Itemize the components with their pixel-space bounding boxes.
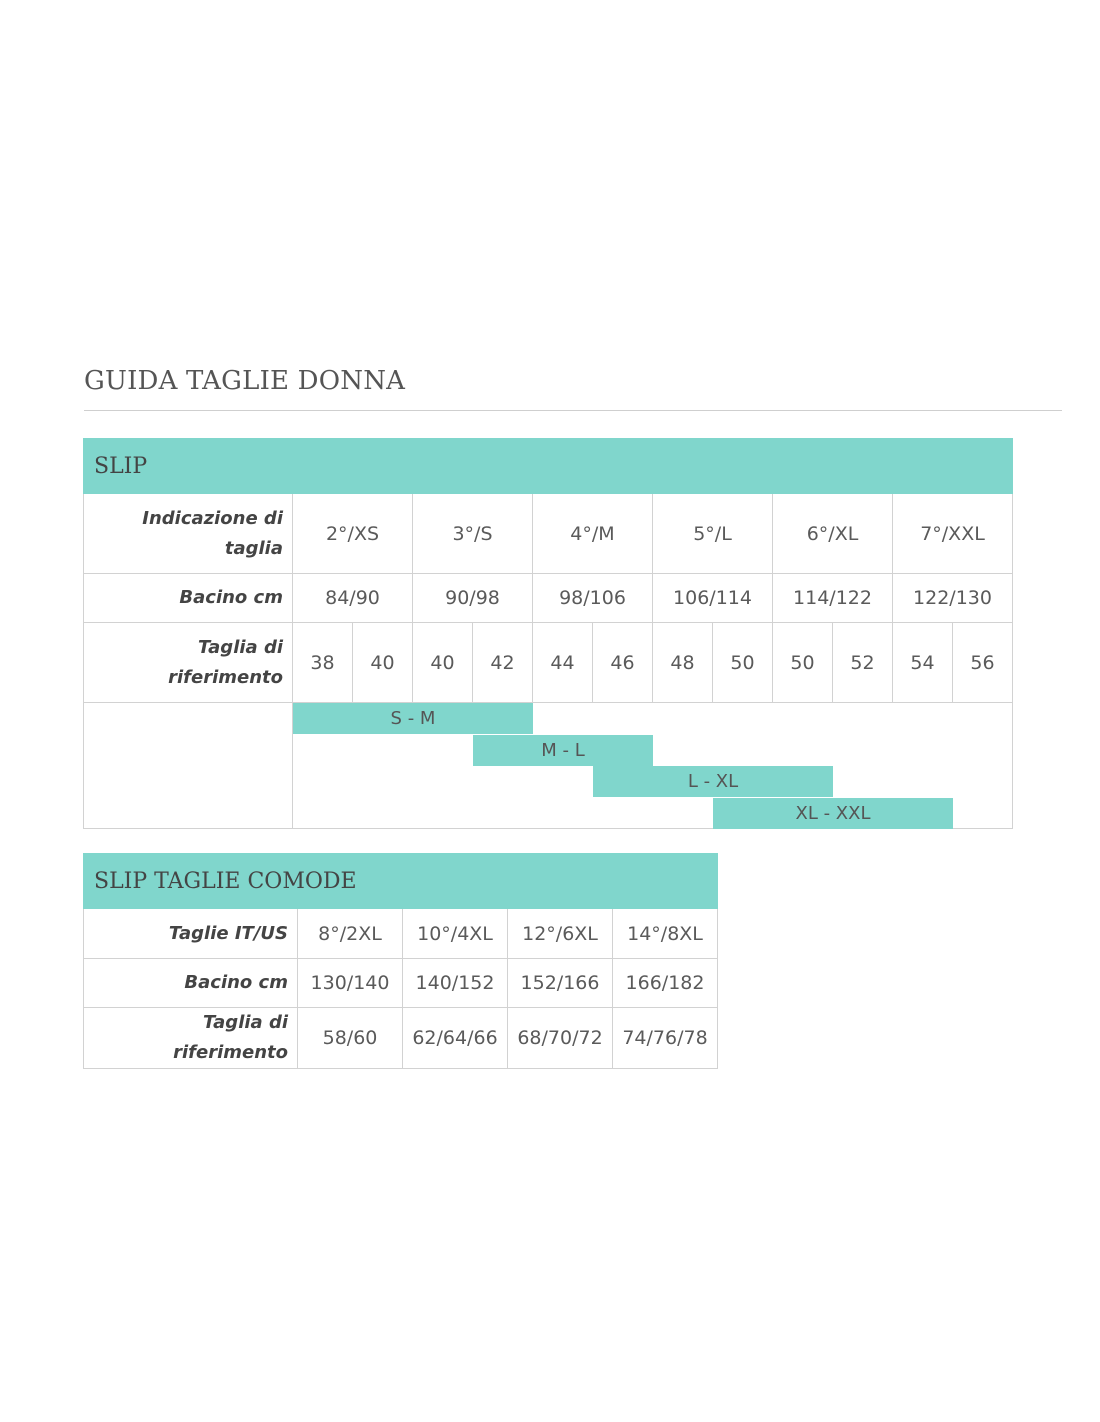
table-row xyxy=(84,959,718,1008)
page-title: GUIDA TAGLIE DONNA xyxy=(84,366,406,396)
ref-cell: 68/70/72 xyxy=(508,1008,613,1069)
ref-cell: 50 xyxy=(773,623,833,703)
ref-cell: 42 xyxy=(473,623,533,703)
size-cell: 14°/8XL xyxy=(613,909,718,959)
table-row xyxy=(84,623,1013,703)
ref-cell: 52 xyxy=(833,623,893,703)
ref-cell: 40 xyxy=(353,623,413,703)
ref-cell: 54 xyxy=(893,623,953,703)
row-label-size-it-us: Taglie IT/US xyxy=(84,909,298,959)
table-row xyxy=(84,703,1013,829)
ref-cell: 38 xyxy=(293,623,353,703)
ref-cell: 40 xyxy=(413,623,473,703)
size-cell: 5°/L xyxy=(653,494,773,574)
size-cell: 3°/S xyxy=(413,494,533,574)
range-bar-l-xl: L - XL xyxy=(593,766,833,797)
row-label-hip: Bacino cm xyxy=(84,574,293,623)
ref-cell: 48 xyxy=(653,623,713,703)
size-cell: 12°/6XL xyxy=(508,909,613,959)
ref-cell: 44 xyxy=(533,623,593,703)
ref-cell: 74/76/78 xyxy=(613,1008,718,1069)
hip-cell: 84/90 xyxy=(293,574,413,623)
hip-cell: 130/140 xyxy=(298,959,403,1008)
row-label-reference-size: Taglia di riferimento xyxy=(84,623,293,703)
hip-cell: 114/122 xyxy=(773,574,893,623)
slip-size-table xyxy=(83,438,1013,829)
comode-section-title: SLIP TAGLIE COMODE xyxy=(84,854,718,909)
ref-cell: 50 xyxy=(713,623,773,703)
row-label-size-indication: Indicazione di taglia xyxy=(84,494,293,574)
table-row xyxy=(84,494,1013,574)
range-bars-area xyxy=(293,703,1013,829)
size-cell: 4°/M xyxy=(533,494,653,574)
ref-cell: 62/64/66 xyxy=(403,1008,508,1069)
comode-size-table xyxy=(83,853,718,1069)
table-row xyxy=(84,909,718,959)
size-cell: 6°/XL xyxy=(773,494,893,574)
size-cell: 7°/XXL xyxy=(893,494,1013,574)
table-row xyxy=(84,574,1013,623)
slip-section-title: SLIP xyxy=(84,439,1013,494)
table-row xyxy=(84,1008,718,1069)
range-bar-xl-xxl: XL - XXL xyxy=(713,798,953,829)
hip-cell: 152/166 xyxy=(508,959,613,1008)
hip-cell: 98/106 xyxy=(533,574,653,623)
hip-cell: 166/182 xyxy=(613,959,718,1008)
row-label-reference-size: Taglia di riferimento xyxy=(84,1008,298,1069)
ref-cell: 46 xyxy=(593,623,653,703)
title-divider xyxy=(84,410,1062,411)
hip-cell: 122/130 xyxy=(893,574,1013,623)
size-cell: 2°/XS xyxy=(293,494,413,574)
hip-cell: 90/98 xyxy=(413,574,533,623)
ref-cell: 58/60 xyxy=(298,1008,403,1069)
ref-cell: 56 xyxy=(953,623,1013,703)
range-bar-m-l: M - L xyxy=(473,735,653,766)
size-cell: 10°/4XL xyxy=(403,909,508,959)
hip-cell: 106/114 xyxy=(653,574,773,623)
range-label-cell xyxy=(84,703,293,829)
range-bar-s-m: S - M xyxy=(293,703,533,734)
hip-cell: 140/152 xyxy=(403,959,508,1008)
row-label-hip: Bacino cm xyxy=(84,959,298,1008)
size-cell: 8°/2XL xyxy=(298,909,403,959)
